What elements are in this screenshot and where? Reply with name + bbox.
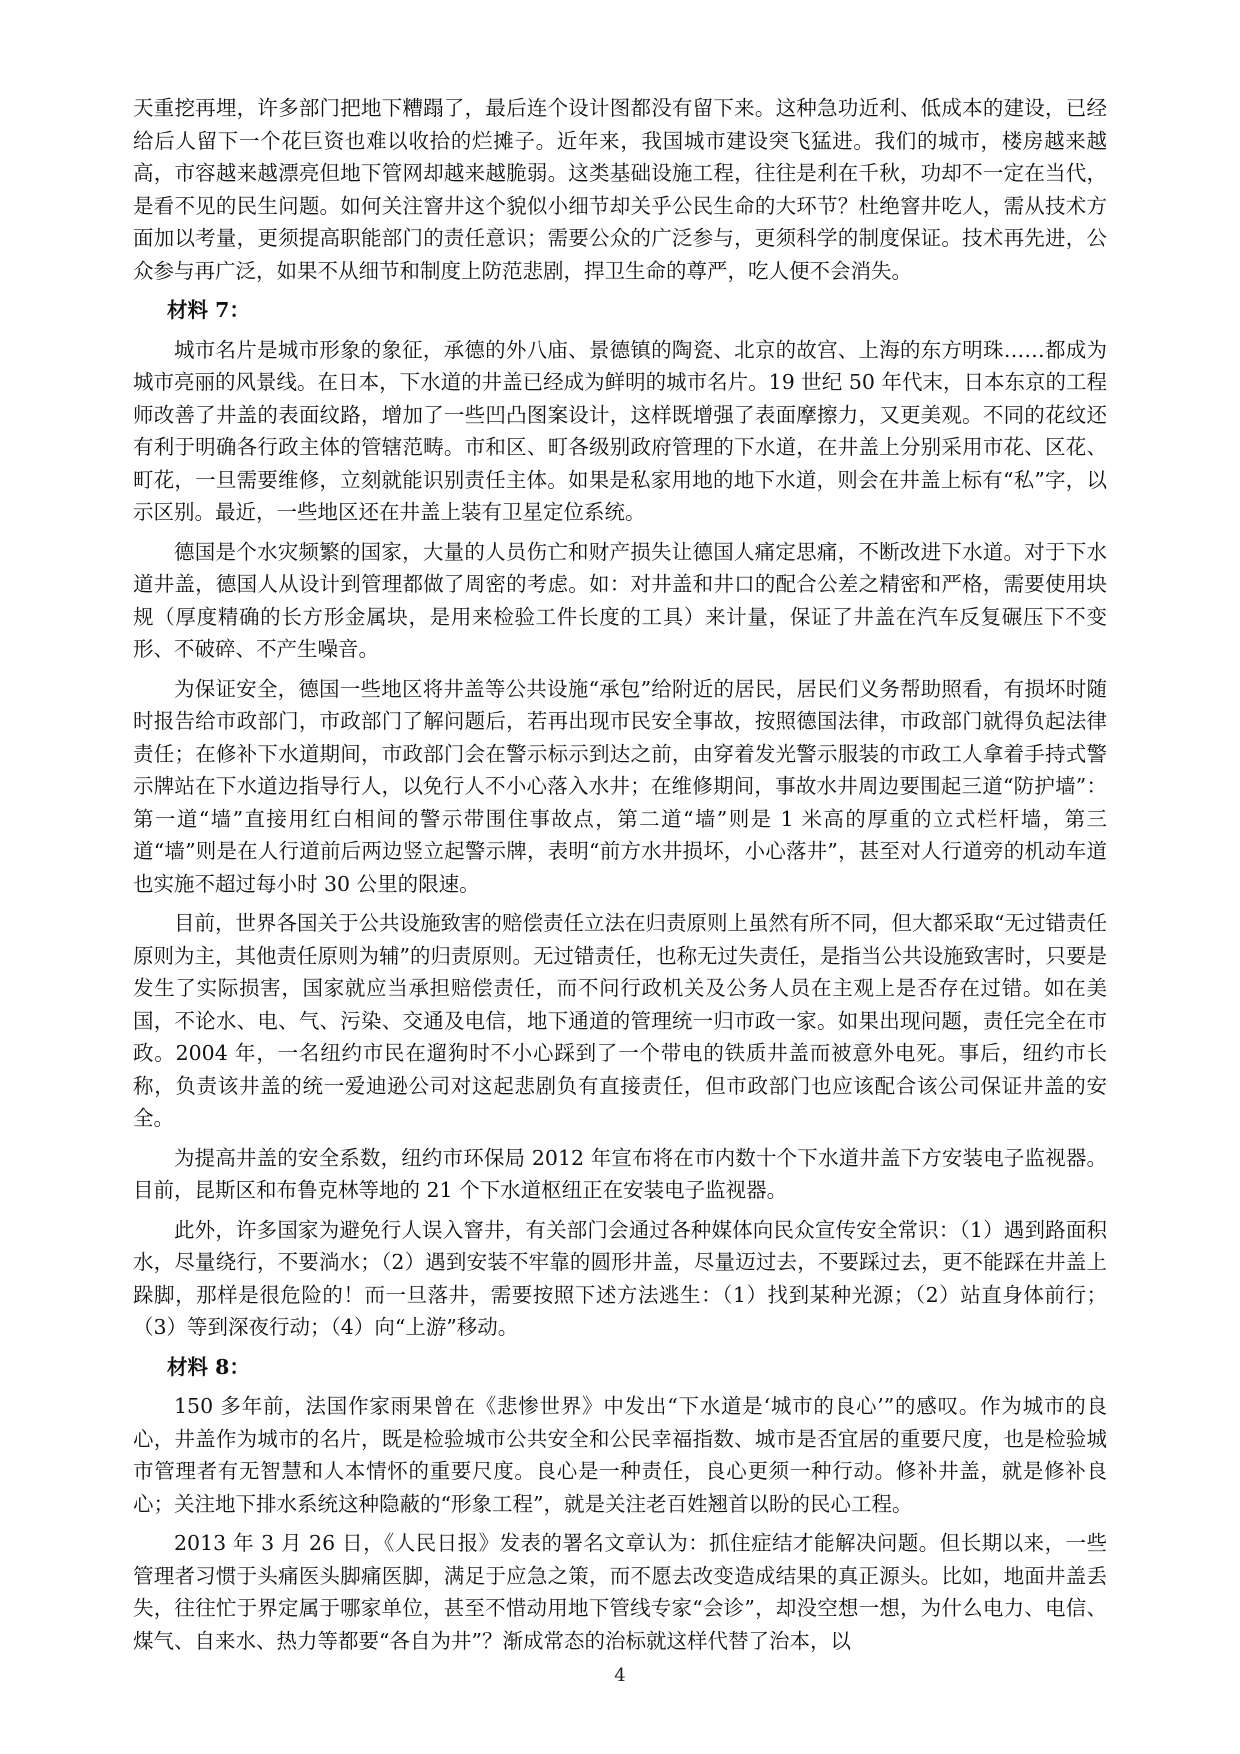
paragraph-safety-tips: 此外，许多国家为避免行人误入窨井，有关部门会通过各种媒体向民众宣传安全常识：（1）遇到路面积水，尽量绕行，不要淌水；（2）遇到安装不牢靠的圆形井盖，尽量迈过去，不要踩过去，更不能踩在井盖上跺脚，那样是很危险的！而一旦落井，需要按照下述方法逃生：（1）找到某种光源；（2）站直身体前行；（3）等到深夜行动；（4）向“上游”移动。 [133, 1217, 1107, 1339]
document-body [133, 92, 1107, 1664]
paragraph-city-card-japan: 城市名片是城市形象的象征，承德的外八庙、景德镇的陶瓷、北京的故宫、上海的东方明珠……都成为城市亮丽的风景线。在日本，下水道的井盖已经成为鲜明的城市名片。19 世纪 50 年代末，日本东京的工程师改善了井盖的表面纹路，增加了一些凹凸图案设计，这样既增强了表面摩擦力，又更美观。不同的花纹还有利于明确各行政主体的管辖范畴。市和区、町各级别政府管理的下水道，在井盖上分别采用市花、区花、町花，一旦需要维修，立刻就能识别责任主体。如果是私家用地的地下水道，则会在井盖上标有“私”字，以示区别。最近，一些地区还在井盖上装有卫星定位系统。 [133, 337, 1107, 524]
paragraph-liability-principle: 目前，世界各国关于公共设施致害的赔偿责任立法在归责原则上虽然有所不同，但大都采取“无过错责任原则为主，其他责任原则为辅”的归责原则。无过错责任，也称无过失责任，是指当公共设施致害时，只要是发生了实际损害，国家就应当承担赔偿责任，而不问行政机关及公务人员在主观上是否存在过错。如在美国，不论水、电、气、污染、交通及电信，地下通道的管理统一归市政一家。如果出现问题，责任完全在市政。2004 年，一名纽约市民在遛狗时不小心踩到了一个带电的铁质井盖而被意外电死。事后，纽约市长称，负责该井盖的统一爱迪逊公司对这起悲剧负有直接责任，但市政部门也应该配合该公司保证井盖的安全。 [133, 911, 1107, 1130]
paragraph-continued: 天重挖再埋，许多部门把地下糟蹋了，最后连个设计图都没有留下来。这种急功近利、低成本的建设，已经给后人留下一个花巨资也难以收拾的烂摊子。近年来，我国城市建设突飞猛进。我们的城市，楼房越来越高，市容越来越漂亮但地下管网却越来越脆弱。这类基础设施工程，往往是利在千秋，功却不一定在当代，是看不见的民生问题。如何关注窨井这个貌似小细节却关乎公民生命的大环节？杜绝窨井吃人，需从技术方面加以考量，更须提高职能部门的责任意识；需要公众的广泛参与，更须科学的制度保证。技术再先进，公众参与再广泛，如果不从细节和制度上防范悲剧，捍卫生命的尊严，吃人便不会消失。 [133, 96, 1107, 283]
section-heading-material-8: 材料 8： [167, 1354, 250, 1379]
paragraph-germany-design: 德国是个水灾频繁的国家，大量的人员伤亡和财产损失让德国人痛定思痛，不断改进下水道。对于下水道井盖，德国人从设计到管理都做了周密的考虑。如：对井盖和井口的配合公差之精密和严格，需要使用块规（厚度精确的长方形金属块，是用来检验工件长度的工具）来计量，保证了井盖在汽车反复碾压下不变形、不破碎、不产生噪音。 [133, 539, 1107, 661]
section-heading-material-7: 材料 7： [167, 298, 250, 322]
page-number: 4 [614, 1665, 626, 1686]
paragraph-germany-safety: 为保证安全，德国一些地区将井盖等公共设施“承包”给附近的居民，居民们义务帮助照看，有损坏时随时报告给市政部门，市政部门了解问题后，若再出现市民安全事故，按照德国法律，市政部门就得负起法律责任；在修补下水道期间，市政部门会在警示标示到达之前，由穿着发光警示服装的市政工人拿着手持式警示牌站在下水道边指导行人，以免行人不小心落入水井；在维修期间，事故水井周边要围起三道“防护墙”：第一道“墙”直接用红白相间的警示带围住事故点，第二道“墙”则是 1 米高的厚重的立式栏杆墙，第三道“墙”则是在人行道前后两边竖立起警示牌，表明“前方水井损坏，小心落井”，甚至对人行道旁的机动车道也实施不超过每小时 30 公里的限速。 [133, 676, 1107, 896]
paragraph-hugo-conscience: 150 多年前，法国作家雨果曾在《悲惨世界》中发出“下水道是‘城市的良心’”的感叹。作为城市的良心，井盖作为城市的名片，既是检验城市公共安全和公民幸福指数、城市是否宜居的重要尺度，也是检验城市管理者有无智慧和人本情怀的重要尺度。良心是一种责任，良心更须一种行动。修补井盖，就是修补良心；关注地下排水系统这种隐蔽的“形象工程”，就是关注老百姓翘首以盼的民心工程。 [133, 1394, 1107, 1516]
paragraph-new-york-monitors: 为提高井盖的安全系数，纽约市环保局 2012 年宣布将在市内数十个下水道井盖下方安装电子监视器。目前，昆斯区和布鲁克林等地的 21 个下水道枢纽正在安装电子监视器。 [133, 1145, 1107, 1202]
paragraph-peoples-daily: 2013 年 3 月 26 日，《人民日报》发表的署名文章认为：抓住症结才能解决问题。但长期以来，一些管理者习惯于头痛医头脚痛医脚，满足于应急之策，而不愿去改变造成结果的真正源头。比如，地面井盖丢失，往往忙于界定属于哪家单位，甚至不惜动用地下管线专家“会诊”，却没空想一想，为什么电力、电信、煤气、自来水、热力等都要“各自为井”？渐成常态的治标就这样代替了治本，以 [133, 1531, 1107, 1653]
